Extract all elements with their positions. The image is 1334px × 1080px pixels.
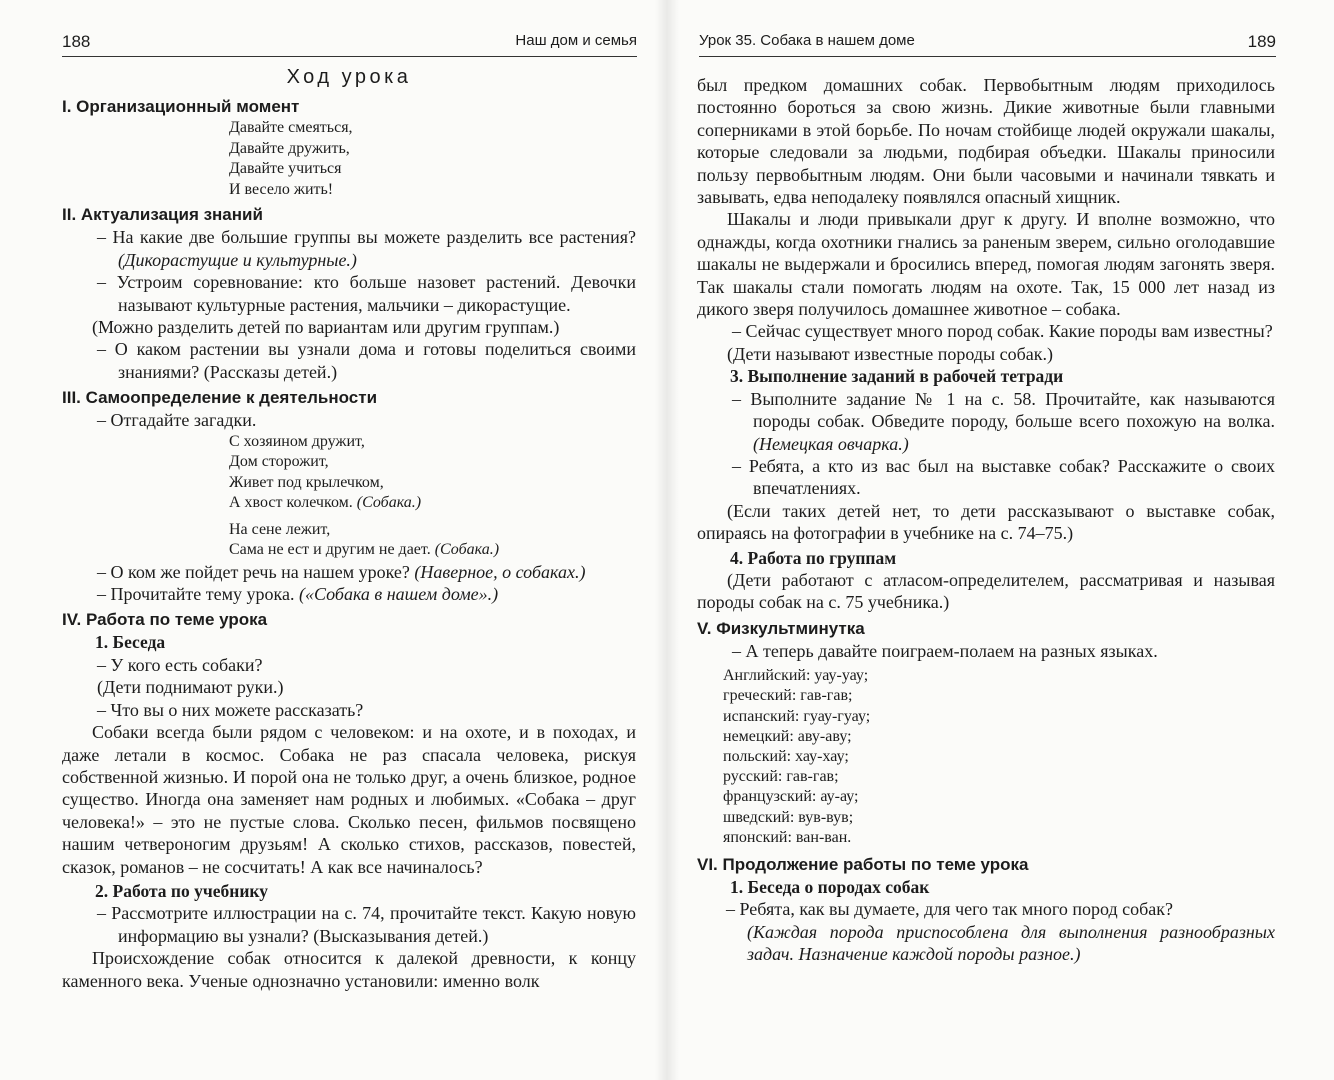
dialogue-line: – Рассмотрите иллюстрации на с. 74, прочитайте текст. Какую новую информацию вы узнали? (Высказывания детей.) [97,903,636,946]
teacher-note: (Дети поднимают руки.) [97,677,284,698]
dialogue-line: – Что вы о них можете рассказать? [97,699,364,720]
poem-line: Давайте смеяться, [229,119,353,137]
dialogue-line: – О каком растении вы узнали дома и готовы поделиться своими знаниями? (Рассказы детей.) [97,339,636,382]
section-heading-2: II. Актуализация знаний [62,205,263,225]
dialogue-line [62,226,636,271]
teacher-note: (Если таких детей нет, то дети рассказывают о выставке собак, опираясь на фотографии в учебнике на с. 74–75.) [697,500,1275,544]
greeting-poem [62,118,636,200]
list-item: Английский: уау-уау; [723,667,869,685]
riddle-answer: (Собака.) [434,541,500,559]
riddle-line: Живет под крылечком, [229,473,384,491]
page-number-188: 188 [62,32,91,51]
section-heading-3: III. Самоопределение к деятельности [62,388,378,408]
dialogue-line: – А теперь давайте поиграем-полаем на разных языках. [732,640,1158,661]
poem-line: Давайте дружить, [229,139,350,157]
body-paragraph: Происхождение собак относится к далекой древности, к концу каменного века. Ученые однозначно установили: именно волк [62,948,636,991]
teacher-note: (Можно разделить детей по вариантам или другим группам.) [92,317,560,338]
list-item: шведский: вув-вув; [723,808,854,826]
list-item: немецкий: аву-аву; [723,727,852,745]
dialogue-line: – Прочитайте тему урока. («Собака в нашем доме».) [97,584,499,605]
bark-languages-list [697,666,1275,848]
section-heading-5: V. Физкультминутка [697,618,865,638]
subsection-heading: 3. Выполнение заданий в рабочей тетради [730,366,1064,387]
lesson-title: Ход урока [286,66,412,88]
right-running-header [699,26,1276,57]
right-text-column [697,74,1275,966]
poem-line: И весело жить! [229,180,334,198]
riddle-line: А хвост колечком. (Собака.) [229,494,422,512]
riddle-1 [62,432,636,514]
dialogue-line: – У кого есть собаки? [97,654,263,675]
riddle-line: Сама не ест и другим не дает. (Собака.) [229,541,500,559]
answer-text: (Наверное, о собаках.) [414,561,586,582]
body-paragraph: был предком домашних собак. Первобытным людям приходилось постоянно бороться за свою жизнь. Дикие животные были главными соперниками в этой борьбе. По ночам стойбище людей окружали шакалы, которые следовали за людьми, подбирая объедки. Шакалы приносили пользу первобытным людям. Они были часовыми и начинали тявкать и завывать, едва неподалеку появлялся опасный хищник. [697,75,1275,208]
section-heading-6: VI. Продолжение работы по теме урока [697,854,1029,874]
list-item: японский: ван-ван. [723,828,852,846]
teacher-note: (Дети работают с атласом-определителем, рассматривая и называя породы собак на с. 75 учебника.) [697,569,1275,613]
riddle-line: С хозяином дружит, [229,432,365,450]
answer-text: (Немецкая овчарка.) [753,433,909,454]
list-item: польский: хау-хау; [723,747,849,765]
question-text: – На какие две большие группы вы можете разделить все растения? [97,227,636,248]
poem-line: Давайте учиться [229,160,342,178]
dialogue-line: – О ком же пойдет речь на нашем уроке? (Наверное, о собаках.) [97,561,586,582]
dialogue-line: – Сейчас существует много пород собак. Какие породы вам известны? [732,321,1273,342]
list-item: испанский: гуау-гуау; [723,707,871,725]
subsection-heading: 4. Работа по группам [730,547,897,568]
left-running-header [62,26,637,57]
section-heading-1: I. Организационный момент [62,97,300,117]
answer-text: (Дикорастущие и культурные.) [118,249,357,270]
right-page [667,0,1334,1080]
dialogue-line: – Устроим соревнование: кто больше назовет растений. Девочки называют культурные растения, мальчики – дикорастущие. [97,272,636,315]
subsection-heading: 1. Беседа [95,632,166,653]
running-title-left: Наш дом и семья [515,32,637,49]
subsection-heading: 2. Работа по учебнику [95,880,269,901]
running-title-right: Урок 35. Собака в нашем доме [699,32,915,49]
riddle-line: На сене лежит, [229,520,331,538]
section-heading-4: IV. Работа по теме урока [62,610,268,630]
dialogue-line: – Ребята, как вы думаете, для чего так много пород собак? [726,899,1173,920]
dialogue-line: – Выполните задание № 1 на с. 58. Прочитайте, как называются породы собак. Обведите породу, больше всего похожую на волка. (Немецкая овчарка.) [732,388,1275,454]
subsection-heading: 1. Беседа о породах собак [730,876,930,897]
body-paragraph: Собаки всегда были рядом с человеком: и на охоте, и в походах, и даже летали в космос. Собака не раз спасала человека, рискуя собственной жизнью. И порой она не только друг, а очень близкое, родное существо. Иногда она заменяет нам родных и любимых. «Собака – друг человека!» – это не пустые слова. Сколько песен, фильмов посвящено нашим четвероногим друзьям! А сколько стихов, рассказов, повестей, сказок, романов – не сосчитать! А как все начиналось? [62,722,636,877]
answer-text: (Каждая порода приспособлена для выполнения разнообразных задач. Назначение каждой породы разное.) [747,921,1275,965]
list-item: русский: гав-гав; [723,768,839,786]
dialogue-line: – Ребята, а кто из вас был на выставке собак? Расскажите о своих впечатлениях. [732,455,1275,499]
page-number-189: 189 [1247,32,1276,51]
dialogue-line: – Отгадайте загадки. [97,410,257,431]
list-item: греческий: гав-гав; [723,687,853,705]
list-item: французский: ау-ау; [723,788,859,806]
left-text-column [62,62,636,992]
teacher-note: (Дети называют известные породы собак.) [727,343,1054,364]
riddle-answer: (Собака.) [356,494,422,512]
riddle-line: Дом сторожит, [229,453,329,471]
answer-text: («Собака в нашем доме».) [299,584,499,605]
riddle-2 [62,520,636,561]
body-paragraph: Шакалы и люди привыкали друг к другу. И вполне возможно, что однажды, когда охотники гнались за раненым зверем, сильно оголодавшие шакалы не выдержали и бросились вперед, помогая людям загонять зверя. Так шакалы стали помогать людям на охоте. Так, 15 000 лет назад из дикого зверя получилось домашнее животное – собака. [697,209,1275,320]
